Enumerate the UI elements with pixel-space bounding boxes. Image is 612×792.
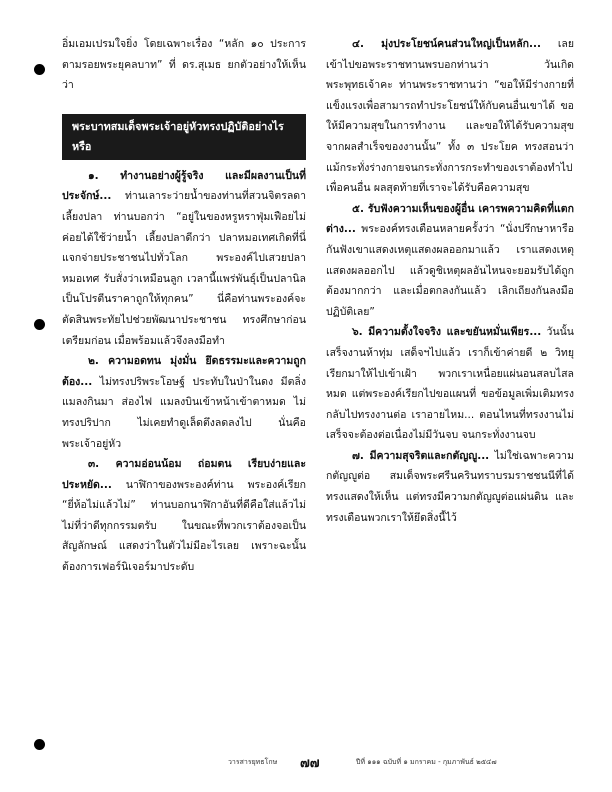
point-1: [62, 166, 306, 351]
point-5-lead: ๕. รับฟังความเห็นของผู้อื่น เคารพความคิดที่แตกต่าง...: [326, 202, 574, 236]
point-4-body: เลยเข้าไปขอพระราชทานพรบอกท่านว่า วันเกิดพระพุทธเจ้าคะ ท่านพระราชทานว่า “ขอให้มีร่างกายที่แข็งแรงเพื่อสามารถทำประโยชน์ให้กับคนอื่นเขาได้ ขอให้มีความสุขในการทำงาน และขอให้ได้รับความสุขจากผลสำเร็จของงานนั้น” ทั้ง ๓ ประโยค ทรงสอนว่า แม้กระทั่งร่างกายจนกระทั่งการกระทำของเราต้องทำไปเพื่อคนอื่น ผลสุดท้ายที่เราจะได้รับคือความสุข: [326, 38, 574, 195]
point-3-body: นาฬิกาของพระองค์ท่าน พระองค์เรียก “ยี่ห้อไม่แล้วไม่” ท่านบอกนาฬิกาอันที่ดีคือใส่แล้วไม่ ไม่ที่ว่าดีทุกกรรมตรับ ในขณะที่พวกเราต้องจอเป็นสัญลักษณ์ แสดงว่าในตัวไม่มีอะไรเลย เพราะฉะนั้นต้องการเฟอร์นิเจอร์มาประดับ: [62, 478, 306, 574]
journal-name: วารสารยุทธโกษ: [228, 758, 278, 766]
point-7: [326, 446, 574, 528]
binder-hole-bottom: [34, 739, 45, 750]
point-1-body: ท่านเลาระว่ายน้ำของท่านที่สวนจิตรลดาเลี้ยงปลา ท่านบอกว่า “อยู่ในของหรูหราฟุ่มเฟือยไม่ค่อยได้ใช้ว่ายน้ำ เลี้ยงปลาดีกว่า ปลาหมอเทศเกิดที่นี่ แจกจ่ายประชาชนไปทั่วโลก พระองค์ไปเสวยปลาหมอเทศ รับสั่งว่าเหมือนลูก เวลานี้แพร่พันธุ์เป็นปลานิลเป็นโปรตีนราคาถูกให้ทุกคน” นี่คือท่านพระองค์จะตัดสินพระทัยไปช่วยพัฒนาประชาชน ทรงศึกษาก่อนเตรียมก่อน เมื่อพร้อมแล้วจึงลงมือทำ: [62, 190, 306, 347]
point-3-lead: ๓. ความอ่อนน้อม ถ่อมตน เรียบง่ายและประหยัด...: [62, 458, 306, 491]
point-6: [326, 322, 574, 446]
point-7-body: ไม่ใช่เฉพาะความกตัญญูต่อ สมเด็จพระศรีนครินทราบรมราชชนนีที่ได้ทรงแสดงให้เห็น แต่ทรงมีความกตัญญูต่อแผ่นดิน และทรงเตือนพวกเราให้ยึดสิ่งนี้ไว้: [326, 449, 574, 524]
point-6-body: วันนั้นเสร็จงานห้าทุ่ม เสด็จฯไปแล้ว เราก็เข้าค่ายดี ๒ วิทยุเรียกมาให้ไปเข้าเฝ้า พวกเราเหนื่อยแผ่นอนสลบไสลหมด แต่พระองค์เรียกไปขอแผนที่ ขอข้อมูลเพิ่มเติมทรงกลับไปทรงงานต่อ เราอายไหม... ตอนไหนที่ทรงงานไม่เสร็จจะต้องต่อเนื่องไม่มีวันจบ จนกระทั่งงานจบ: [326, 326, 574, 442]
binder-hole-middle: [34, 319, 45, 330]
point-3: [62, 454, 306, 578]
point-1-lead: ๑. ทำงานอย่างผู้รู้จริง และมีผลงานเป็นที่ประจักษ์...: [62, 169, 306, 203]
point-4: [326, 34, 574, 199]
intro-paragraph: อิ่มเอมเปรมใจยิ่ง โดยเฉพาะเรื่อง “หลัก ๑๐ ประการ ตามรอยพระยุคลบาท” ที่ ดร.สุเมธ ยกตัวอย่างให้เห็นว่า: [62, 38, 306, 92]
point-5-body: พระองค์ทรงเตือนหลายครั้งว่า “นั่งปรึกษาหารือกันฟังเขาแสดงเหตุแสดงผลออกมาแล้ว เราแสดงเหตุแสดงผลออกไป แล้วดูชิเหตุผลอันไหนจะยอมรับได้ถูกต้องมากกว่า และเมื่อตกลงกันแล้ว เลิกเถียงกันลงมือปฏิบัติเลย”: [326, 223, 574, 318]
point-2: [62, 351, 306, 454]
point-2-body: ไม่ทรงปริพระโอษฐ์ ประทับในป่าในดง มีตลิ่งแมลงกินมา ส่องไฟ แมลงบินเข้าหน้าเข้าตาหมด ไม่ทรงปริปาก ไม่เคยทำดูเล็ดตึงลดลงไป นั่นคือพระเจ้าอยู่หัว: [62, 375, 306, 450]
issue-info: ปีที่ ๑๑๑ ฉบับที่ ๑ มกราคม - กุมภาพันธ์ ๒๕๔๗: [356, 758, 497, 766]
page-number: ๗๗: [300, 756, 320, 771]
point-2-lead: ๒. ความอดทน มุ่งมั่น ยึดธรรมะและความถูกต้อง...: [62, 355, 306, 388]
point-5: [326, 199, 574, 323]
point-6-lead: ๖. มีความตั้งใจจริง และขยันหมั่นเพียร...: [352, 326, 542, 339]
right-column: [326, 34, 574, 528]
point-7-lead: ๗. มีความสุจริตและกตัญญู...: [352, 449, 490, 462]
binder-hole-top: [34, 64, 45, 75]
left-column: [62, 34, 306, 578]
page-footer: [0, 752, 612, 776]
point-4-lead: ๔. มุ่งประโยชน์คนส่วนใหญ่เป็นหลัก...: [352, 38, 541, 50]
section-heading: พระบาทสมเด็จพระเจ้าอยู่หัวทรงปฏิบัติอย่างไรหรือ: [62, 114, 306, 160]
